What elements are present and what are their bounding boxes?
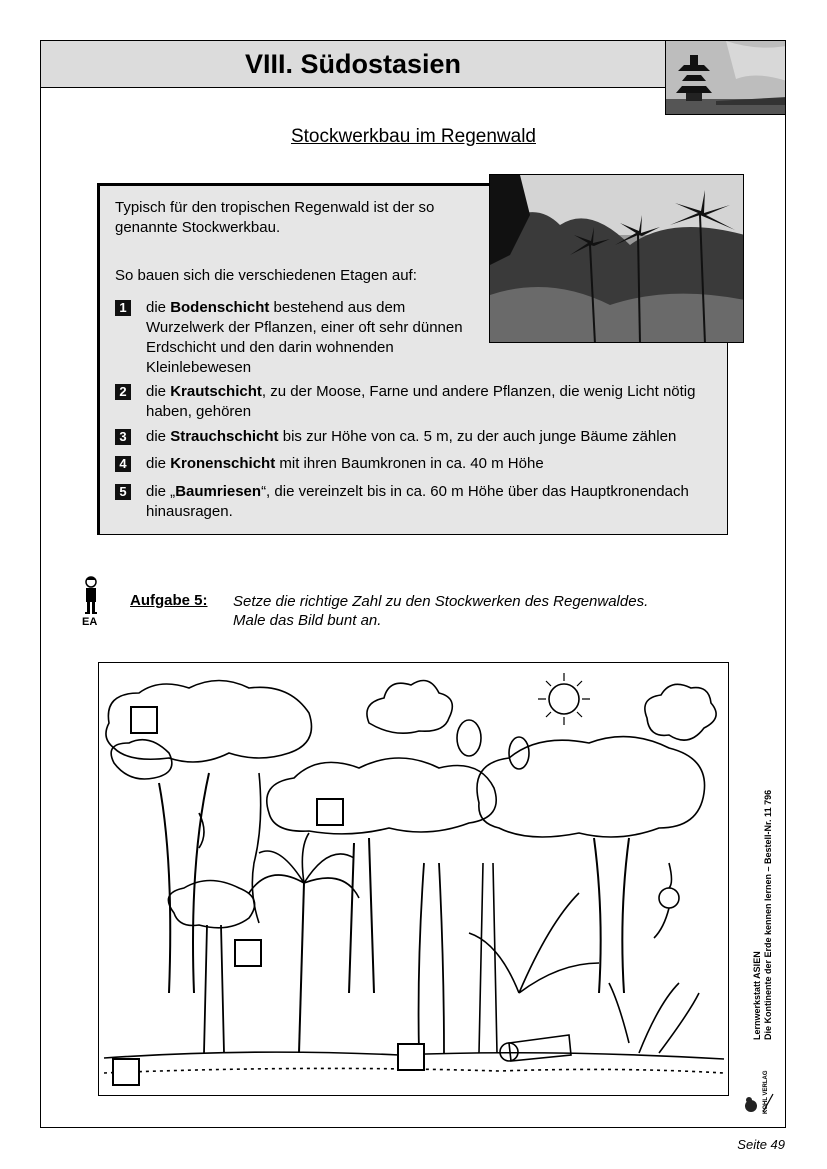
info-lead: So bauen sich die verschiedenen Etagen auf: bbox=[115, 267, 417, 284]
rainforest-photo bbox=[489, 174, 744, 343]
publisher-name: KOHL VERLAG bbox=[763, 1070, 769, 1114]
layer-number-3: 3 bbox=[115, 429, 131, 445]
page-number: Seite 49 bbox=[737, 1137, 785, 1152]
student-figure-icon bbox=[82, 576, 100, 616]
layer-number-4: 4 bbox=[115, 456, 131, 472]
layer-text-5: die „Baumriesen“, die vereinzelt bis in ca. 60 m Höhe über das Hauptkronendach hinausragen. bbox=[146, 483, 689, 520]
task-text: Setze die richtige Zahl zu den Stockwerken des Regenwaldes. Male das Bild bunt an. bbox=[233, 593, 649, 629]
answer-box-bodenschicht[interactable] bbox=[112, 1058, 140, 1086]
layer-text-3: die Strauchschicht bis zur Höhe von ca. 5 m, zu der auch junge Bäume zählen bbox=[146, 428, 677, 445]
publisher-sidebar: Lernwerkstatt ASIEN Die Kontinente der Erde kennen lernen – Bestell-Nr. 11 796 bbox=[752, 789, 773, 1040]
answer-box-kronenschicht[interactable] bbox=[316, 798, 344, 826]
layer-number-1: 1 bbox=[115, 300, 131, 316]
answer-box-strauchschicht[interactable] bbox=[234, 939, 262, 967]
chapter-title: VIII. Südostasien bbox=[244, 49, 462, 79]
info-intro: Typisch für den tropischen Regenwald ist der so genannte Stockwerkbau. bbox=[115, 199, 435, 236]
pagoda-photo bbox=[665, 40, 786, 115]
answer-box-krautschicht[interactable] bbox=[397, 1043, 425, 1071]
rainforest-illustration bbox=[98, 662, 729, 1096]
layer-text-4: die Kronenschicht mit ihren Baumkronen in ca. 40 m Höhe bbox=[146, 455, 544, 472]
publisher-logo bbox=[743, 1070, 777, 1121]
page-subtitle: Stockwerkbau im Regenwald bbox=[290, 126, 536, 147]
ea-badge: EA bbox=[82, 616, 98, 628]
layer-text-2: die Krautschicht, zu der Moose, Farne und andere Pflanzen, die wenig Licht nötig haben, gehören bbox=[146, 383, 696, 420]
answer-box-baumriesen[interactable] bbox=[130, 706, 158, 734]
layer-text-1: die Bodenschicht bestehend aus dem Wurzelwerk der Pflanzen, einer oft sehr dünnen Erdschicht und den darin wohnenden Kleinlebewesen bbox=[146, 299, 463, 376]
layer-number-5: 5 bbox=[115, 484, 131, 500]
task-label: Aufgabe 5: bbox=[130, 592, 208, 609]
layer-number-2: 2 bbox=[115, 384, 131, 400]
